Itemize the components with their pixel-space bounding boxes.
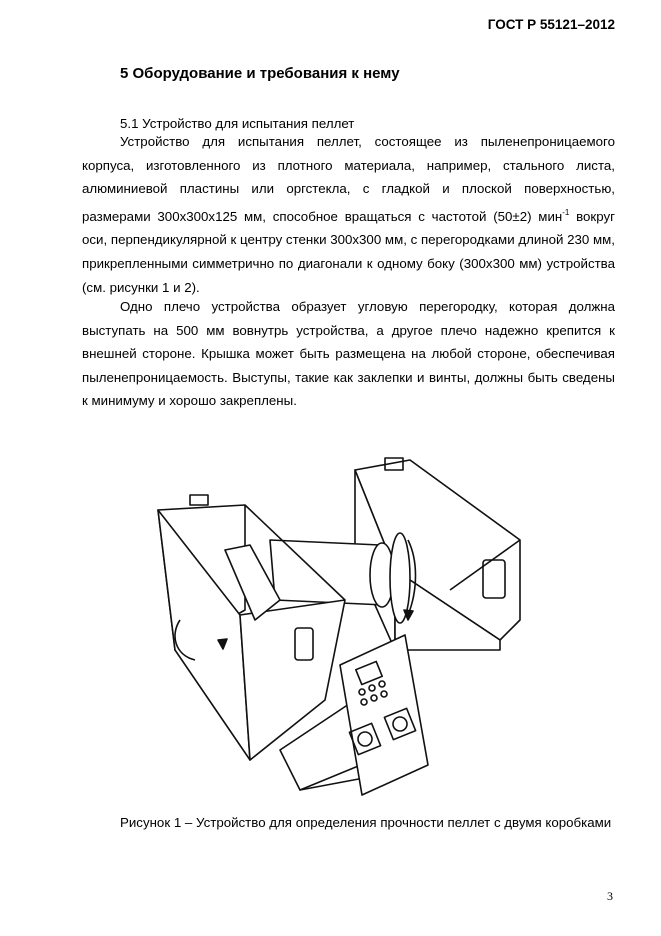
left-box [158, 495, 345, 760]
paragraph-1-part2: вокруг оси, перпендикулярной к центру стенки 300х300 мм, с перегородками длиной 230 мм, прикрепленными симметрично по диагонали к одному боку (300х300 мм) устройства (см. рисунки 1 и 2). [82, 208, 615, 295]
subsection-title: 5.1 Устройство для испытания пеллет [120, 116, 355, 131]
control-panel [340, 635, 428, 795]
paragraph-2: Одно плечо устройства образует угловую перегородку, которая должна выступать на 500 мм вовнутрь устройства, а другое плечо надежно крепится к внешней стороне. Крышка может быть размещена на любой стороне, обеспечивая пыленепроницаемость. Выступы, такие как заклепки и винты, должны быть сведены к минимуму и хорошо закреплены. [82, 299, 615, 409]
page-number: 3 [607, 889, 613, 903]
pellet-tester-figure [150, 450, 530, 800]
paragraph-1 [82, 130, 615, 299]
document-header: ГОСТ Р 55121–2012 [487, 17, 615, 32]
figure-caption: Рисунок 1 – Устройство для определения прочности пеллет с двумя коробками [120, 815, 612, 830]
paragraph-1-part1: Устройство для испытания пеллет, состоящее из пыленепроницаемого корпуса, изготовленного из плотного материала, например, стального листа, алюминиевой пластины или оргстекла, с гладкой и плоской поверхностью, размерами 300х300х125 мм, способное вращаться с частотой (50±2) мин [82, 134, 615, 224]
left-box-latch-top [190, 495, 208, 505]
section-title: 5 Оборудование и требования к нему [120, 65, 400, 82]
paragraph-1-superscript: -1 [562, 207, 570, 217]
